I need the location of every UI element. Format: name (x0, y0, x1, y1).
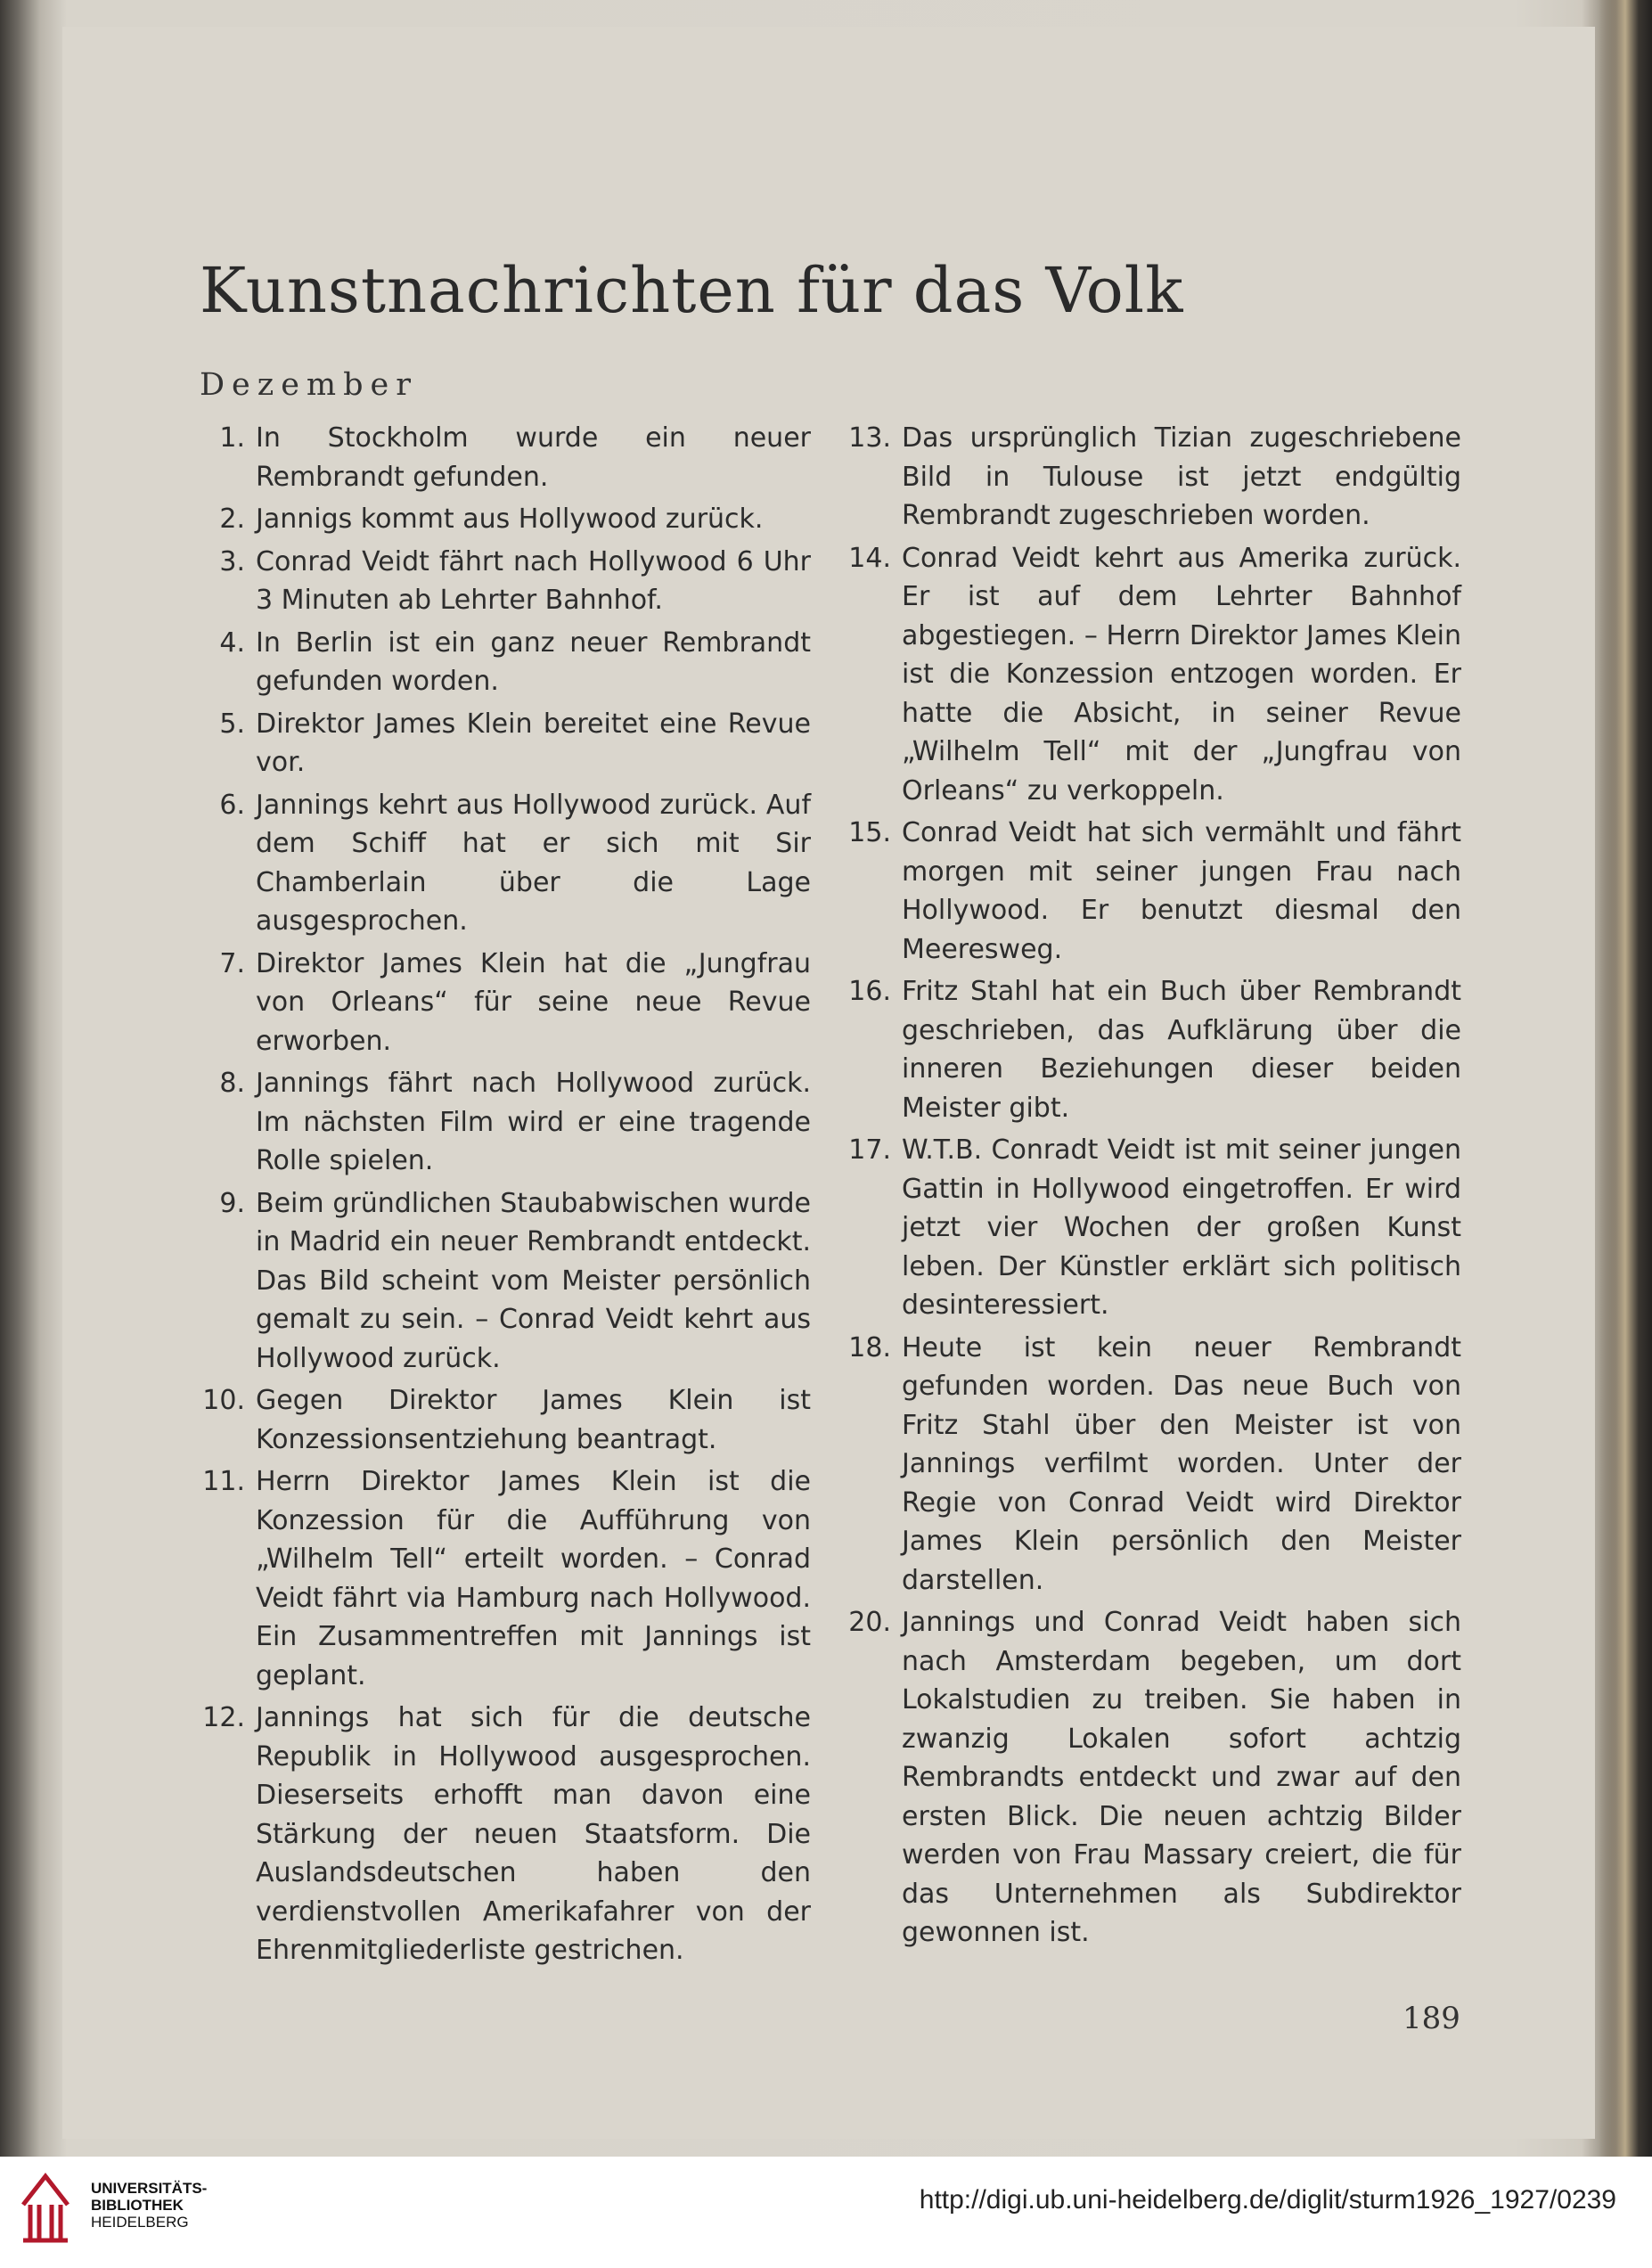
news-item (838, 814, 1461, 969)
item-text: Direktor James Klein hat die „Jungfrau von Orleans“ für seine neue Revue erworben. (256, 947, 811, 1057)
item-text: Jannings kehrt aus Hollywood zurück. Auf dem Schiff hat er sich mit Sir Chamberlain über die Lage ausgesprochen. (256, 789, 811, 937)
permalink-url[interactable]: http://digi.ub.uni-heidelberg.de/diglit/sturm1926_1927/0239 (919, 2185, 1616, 2215)
news-item (192, 419, 811, 496)
item-number: 6. (219, 789, 245, 821)
news-item (838, 972, 1461, 1127)
news-item (192, 1699, 811, 1970)
item-number: 13. (848, 422, 891, 454)
news-item (192, 786, 811, 941)
right-column (838, 419, 1461, 1956)
article-title: Kunstnachrichten für das Volk (200, 254, 1184, 327)
item-number: 12. (202, 1702, 245, 1733)
item-text: W.T.B. Conradt Veidt ist mit seiner jungen Gattin in Hollywood eingetroffen. Er wird jetzt vier Wochen der großen Kunst leben. Der Künstler erklärt sich politisch desinteressiert. (902, 1134, 1461, 1321)
library-name-line3: HEIDELBERG (91, 2214, 189, 2231)
news-item (192, 1462, 811, 1695)
item-number: 8. (219, 1068, 245, 1099)
item-text: In Stockholm wurde ein neuer Rembrandt gefunden. (256, 422, 811, 493)
news-item (192, 500, 811, 539)
item-number: 11. (202, 1466, 245, 1497)
item-text: Gegen Direktor James Klein ist Konzessionsentziehung beantragt. (256, 1385, 811, 1455)
news-item (192, 1184, 811, 1379)
book-edge (1599, 0, 1652, 2157)
library-footer (0, 2157, 1652, 2268)
item-number: 20. (848, 1607, 891, 1638)
item-number: 7. (219, 947, 245, 979)
news-item (838, 419, 1461, 536)
news-item (192, 705, 811, 782)
news-item (192, 945, 811, 1061)
item-number: 1. (219, 422, 245, 454)
item-text: Conrad Veidt kehrt aus Amerika zurück. Er ist auf dem Lehrter Bahnhof abgestiegen. – Herrn Direktor James Klein ist die Konzession entzogen worden. Er hatte die Absicht, in seiner Revue „Wilhelm Tell“ mit der „Jungfrau von Orleans“ zu verkoppeln. (902, 542, 1461, 806)
item-number: 10. (202, 1385, 245, 1416)
item-number: 5. (219, 708, 245, 740)
news-item (838, 1329, 1461, 1601)
item-text: Conrad Veidt hat sich vermählt und fährt morgen mit seiner jungen Frau nach Hollywood. Er benutzt diesmal den Meeresweg. (902, 817, 1461, 965)
library-name-line1: UNIVERSITÄTS- (91, 2180, 208, 2197)
item-text: Beim gründlichen Staubabwischen wurde in Madrid ein neuer Rembrandt entdeckt. Das Bild scheint vom Meister persönlich gemalt zu sein. – Conrad Veidt kehrt aus Hollywood zurück. (256, 1187, 811, 1374)
item-text: Das ursprünglich Tizian zugeschriebene Bild in Tulouse ist jetzt endgültig Rembrandt zugeschrieben worden. (902, 422, 1461, 531)
month-heading: Dezember (200, 367, 418, 403)
university-library-logo (20, 2169, 71, 2244)
item-text: Jannings und Conrad Veidt haben sich nach Amsterdam begeben, um dort Lokalstudien zu treiben. Sie haben in zwanzig Lokalen sofort achtzig Rembrandts entdeckt und zwar auf den ersten Blick. Die neuen achtzig Bilder werden von Frau Massary creiert, die für das Unternehmen als Subdirektor gewonnen ist. (902, 1607, 1461, 1948)
item-text: Fritz Stahl hat ein Buch über Rembrandt geschrieben, das Aufklärung über die inneren Beziehungen dieser beiden Meister gibt. (902, 976, 1461, 1124)
item-text: Herrn Direktor James Klein ist die Konzession für die Aufführung von „Wilhelm Tell“ erteilt worden. – Conrad Veidt fährt via Hamburg nach Hollywood. Ein Zusammentreffen mit Jannings ist geplant. (256, 1466, 811, 1691)
item-text: Direktor James Klein bereitet eine Revue vor. (256, 708, 811, 778)
news-item (192, 1381, 811, 1459)
library-name-line2: BIBLIOTHEK (91, 2197, 184, 2214)
item-number: 16. (848, 976, 891, 1007)
item-number: 15. (848, 817, 891, 848)
item-number: 3. (219, 545, 245, 577)
item-text: Jannigs kommt aus Hollywood zurück. (256, 504, 764, 535)
news-item (192, 543, 811, 620)
news-item (838, 1131, 1461, 1325)
item-number: 2. (219, 504, 245, 535)
item-number: 17. (848, 1134, 891, 1166)
news-item (838, 1603, 1461, 1953)
item-text: Jannings hat sich für die deutsche Republik in Hollywood ausgesprochen. Dieserseits erhofft man davon eine Stärkung der neuen Staatsform. Die Auslandsdeutschen haben den verdienstvollen Amerikafahrer von der Ehrenmitgliederliste gestrichen. (256, 1702, 811, 1966)
item-text: Heute ist kein neuer Rembrandt gefunden worden. Das neue Buch von Fritz Stahl über den Meister ist von Jannings verfilmt worden. Unter der Regie von Conrad Veidt wird Direktor James Klein persönlich den Meister darstellen. (902, 1331, 1461, 1596)
left-column (192, 419, 811, 1974)
news-item (192, 624, 811, 701)
item-number: 14. (848, 542, 891, 574)
library-name (91, 2180, 207, 2231)
item-text: In Berlin ist ein ganz neuer Rembrandt gefunden worden. (256, 626, 811, 697)
page-number: 189 (1403, 2001, 1460, 2036)
item-number: 9. (219, 1187, 245, 1219)
news-item (192, 1064, 811, 1181)
item-number: 4. (219, 626, 245, 659)
item-text: Jannings fährt nach Hollywood zurück. Im nächsten Film wird er eine tragende Rolle spielen. (256, 1068, 811, 1176)
news-item (838, 539, 1461, 811)
item-number: 18. (848, 1331, 891, 1363)
item-text: Conrad Veidt fährt nach Hollywood 6 Uhr 3 Minuten ab Lehrter Bahnhof. (256, 545, 811, 616)
